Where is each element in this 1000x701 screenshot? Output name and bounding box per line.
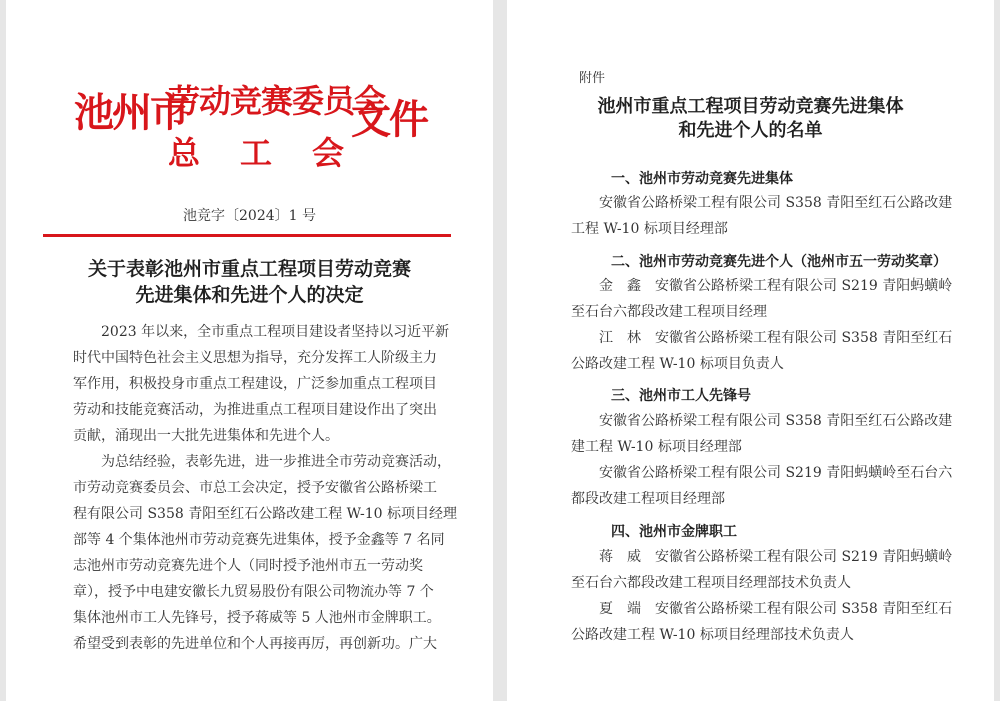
header-document-word: 文件 (351, 96, 427, 143)
list-entry-line: 江 林 安徽省公路桥梁工程有限公司 S358 青阳至红石 (599, 330, 953, 346)
body-text-line: 为总结经验，表彰先进，进一步推进全市劳动竞赛活动， (101, 454, 451, 470)
header-trade-union: 总工会 (168, 134, 385, 172)
attachment-label: 附件 (579, 71, 606, 86)
body-text-line: 集体池州市工人先锋号，授予蒋威等 5 人池州市金牌职工。 (73, 610, 441, 626)
section-heading-worker-vanguard: 三、池州市工人先锋号 (611, 388, 751, 404)
list-entry-line: 公路改建工程 W-10 标项目经理部技术负责人 (571, 627, 854, 643)
list-title-line-2: 和先进个人的名单 (678, 120, 823, 141)
list-entry-line: 金 鑫 安徽省公路桥梁工程有限公司 S219 青阳蚂蟥岭 (599, 278, 953, 294)
list-title-line-1: 池州市重点工程项目劳动竞赛先进集体 (597, 96, 904, 117)
section-heading-gold-workers: 四、池州市金牌职工 (611, 524, 737, 540)
body-text-line: 军作用，积极投身市重点工程建设，广泛参加重点工程项目 (73, 376, 437, 392)
body-text-line: 劳动和技能竞赛活动，为推进重点工程项目建设作出了突出 (73, 402, 437, 418)
left-document-page (6, 0, 493, 701)
list-entry-line: 工程 W-10 标项目经理部 (571, 221, 728, 237)
body-text-line: 市劳动竞赛委员会、市总工会决定，授予安徽省公路桥梁工 (73, 480, 437, 496)
section-heading-advanced-individuals: 二、池州市劳动竞赛先进个人（池州市五一劳动奖章） (611, 254, 947, 270)
body-text-line: 部等 4 个集体池州市劳动竞赛先进集体，授予金鑫等 7 名同 (73, 532, 445, 548)
list-entry-line: 建工程 W-10 标项目经理部 (571, 439, 742, 455)
list-entry-line: 至石台六都段改建工程项目经理 (571, 304, 767, 320)
right-document-page (507, 0, 994, 701)
body-text-line: 希望受到表彰的先进单位和个人再接再厉，再创新功。广大 (73, 636, 437, 652)
list-entry-line: 至石台六都段改建工程项目经理部技术负责人 (571, 575, 851, 591)
header-competition-committee: 劳动竞赛委员会 (168, 82, 386, 120)
list-entry-line: 安徽省公路桥梁工程有限公司 S358 青阳至红石公路改建 (599, 195, 953, 211)
document-number: 池竞字〔2024〕1 号 (183, 208, 316, 224)
document-title-line-2: 先进集体和先进个人的决定 (135, 284, 364, 306)
section-heading-advanced-collectives: 一、池州市劳动竞赛先进集体 (611, 171, 793, 187)
header-city-name: 池州市 (74, 89, 188, 136)
body-text-line: 贡献，涌现出一大批先进集体和先进个人。 (73, 428, 339, 444)
body-text-line: 时代中国特色社会主义思想为指导，充分发挥工人阶级主力 (73, 350, 437, 366)
list-entry-line: 安徽省公路桥梁工程有限公司 S358 青阳至红石公路改建 (599, 413, 953, 429)
list-entry-line: 蒋 威 安徽省公路桥梁工程有限公司 S219 青阳蚂蟥岭 (599, 549, 953, 565)
body-text-line: 2023 年以来，全市重点工程项目建设者坚持以习近平新 (101, 324, 450, 340)
list-entry-line: 公路改建工程 W-10 标项目负责人 (571, 356, 784, 372)
list-entry-line: 都段改建工程项目经理部 (571, 491, 725, 507)
list-entry-line: 安徽省公路桥梁工程有限公司 S219 青阳蚂蟥岭至石台六 (599, 465, 953, 481)
body-text-line: 程有限公司 S358 青阳至红石公路改建工程 W-10 标项目经理 (73, 506, 458, 522)
body-text-line: 章），授予中电建安徽长九贸易股份有限公司物流办等 7 个 (73, 584, 434, 600)
list-entry-line: 夏 端 安徽省公路桥梁工程有限公司 S358 青阳至红石 (599, 601, 953, 617)
document-title-line-1: 关于表彰池州市重点工程项目劳动竞赛 (87, 258, 411, 280)
body-text-line: 志池州市劳动竞赛先进个人（同时授予池州市五一劳动奖 (73, 558, 423, 574)
red-separator-line (43, 234, 451, 237)
